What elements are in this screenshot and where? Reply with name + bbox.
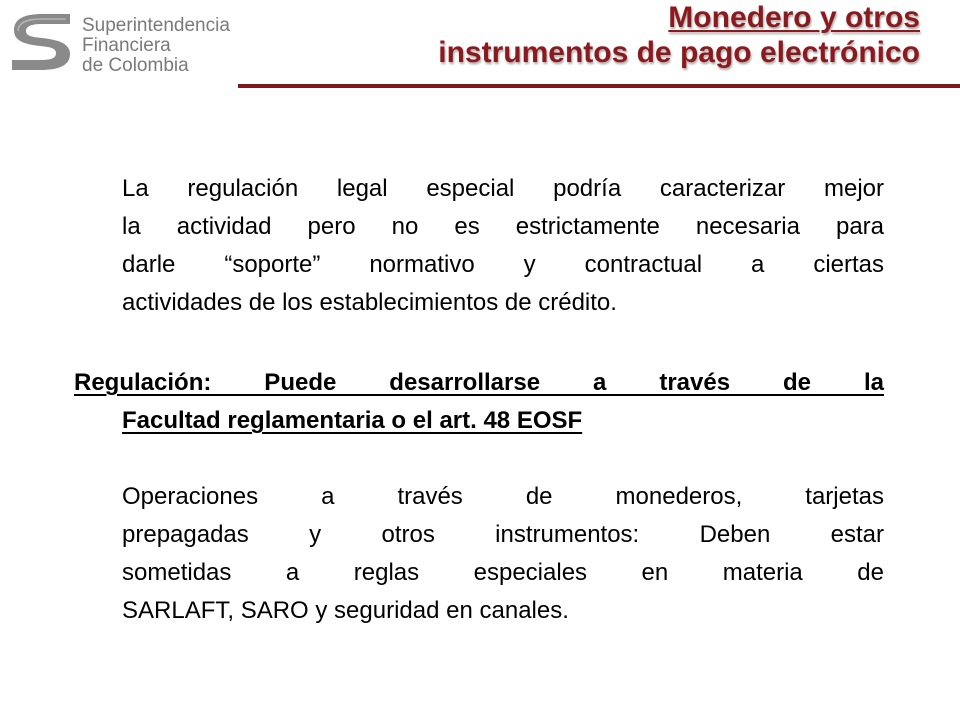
paragraph-1 [122,170,884,322]
paragraph-2-line: Facultad reglamentaria o el art. 48 EOSF [122,407,583,434]
paragraph-1-line: darle “soporte” normativo y contractual a ciertas [122,251,884,278]
logo-line-3: de Colombia [82,55,189,76]
slide-title [438,0,920,70]
logo-text [82,16,230,76]
paragraph-2-line: Regulación: Puede desarrollarse a través de la [74,369,884,396]
paragraph-1-line: actividades de los establecimientos de crédito. [122,289,617,316]
paragraph-2 [74,364,884,440]
paragraph-3-line: sometidas a reglas especiales en materia de [122,559,884,586]
title-line-1: Monedero y otros [668,1,920,34]
superintendencia-logo-icon [8,10,74,74]
paragraph-1-line: La regulación legal especial podría caracterizar mejor [122,175,884,202]
paragraph-3 [122,478,884,630]
paragraph-3-line: Operaciones a través de monederos, tarjetas [122,483,884,510]
logo-line-2: Financiera [82,35,171,56]
logo-line-1: Superintendencia [82,15,230,36]
paragraph-3-line: prepagadas y otros instrumentos: Deben estar [122,521,884,548]
title-rule [238,84,960,88]
paragraph-1-line: la actividad pero no es estrictamente necesaria para [122,213,884,240]
paragraph-2-line-wrap [74,402,884,440]
logo [8,6,238,80]
paragraph-3-line: SARLAFT, SARO y seguridad en canales. [122,597,569,624]
title-line-2: instrumentos de pago electrónico [438,36,920,69]
